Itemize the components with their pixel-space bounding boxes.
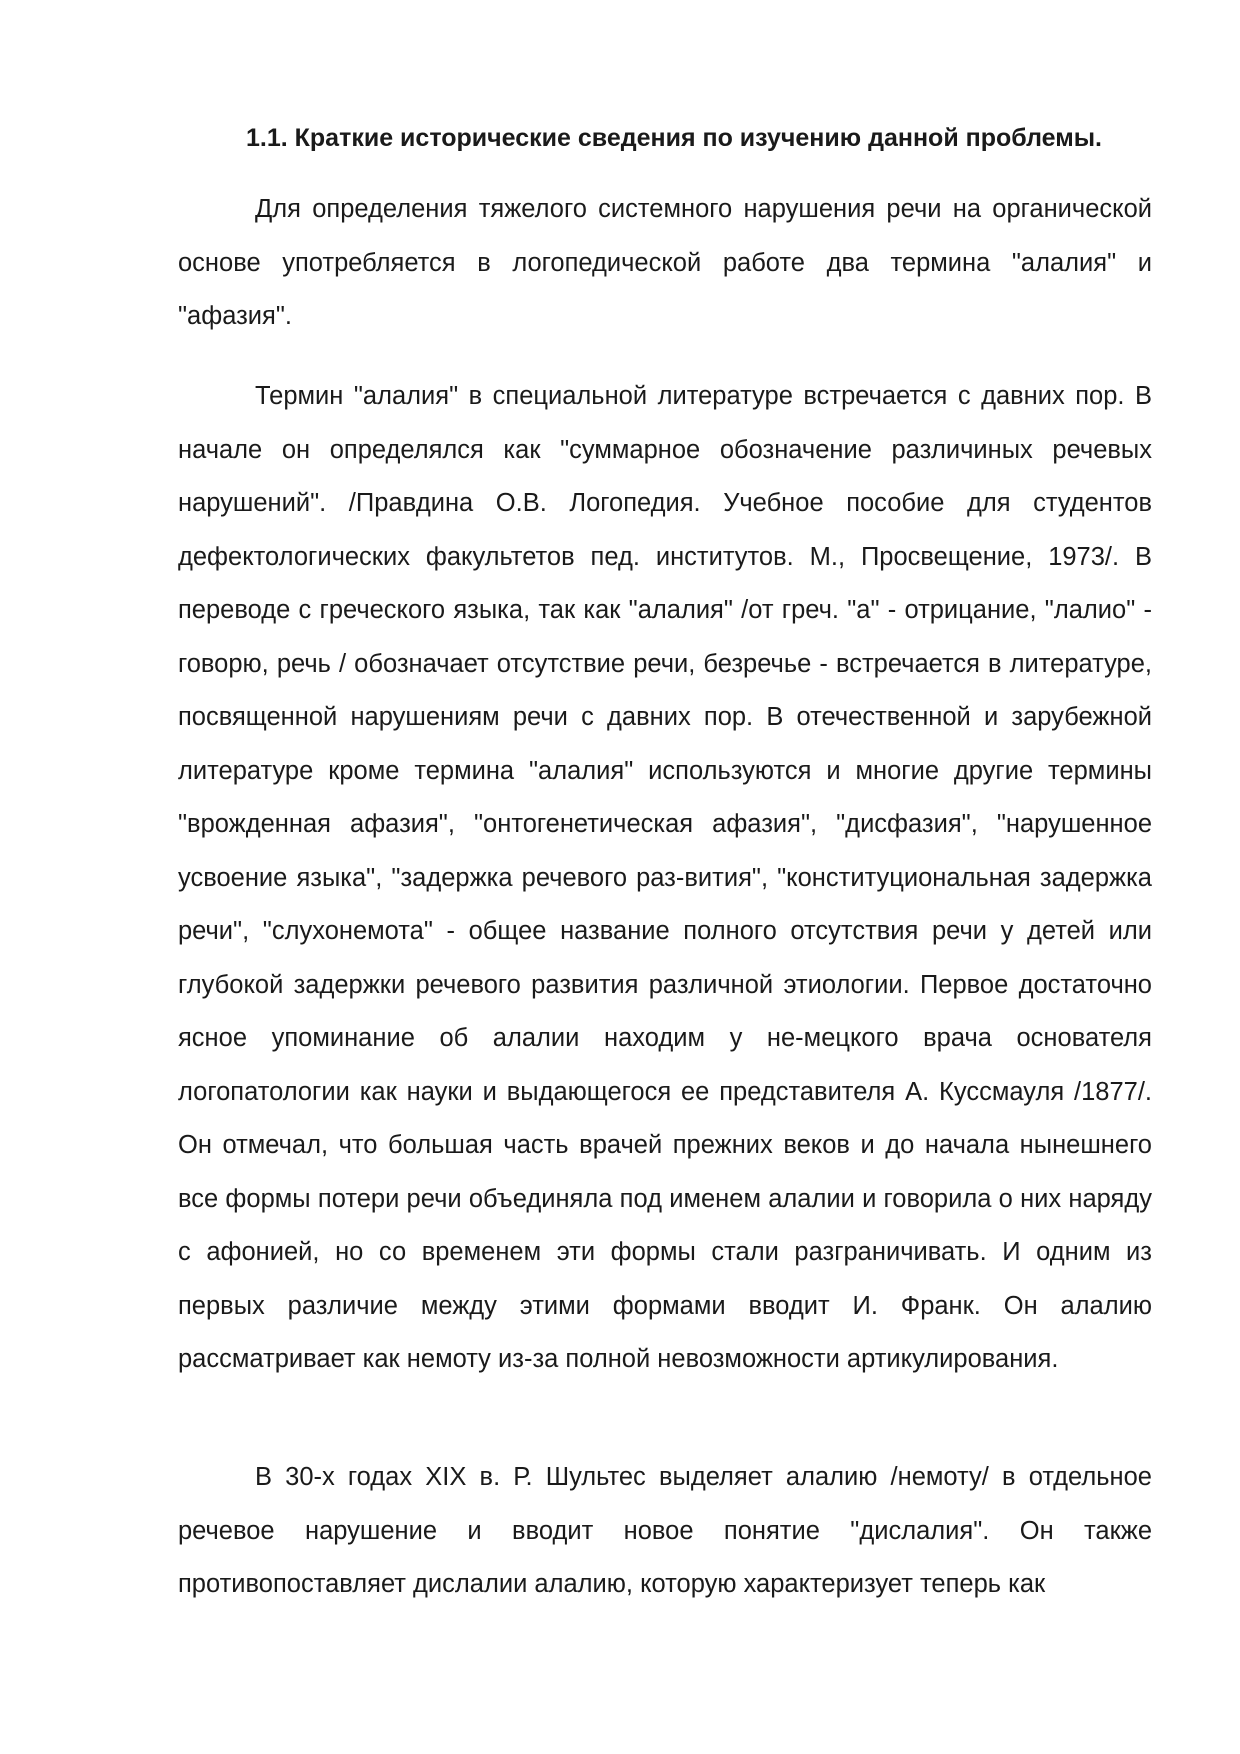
paragraph-intro: Для определения тяжелого системного нарушения речи на органической основе употребляется в логопедической работе два термина "алалия" и "афазия". xyxy=(178,195,1152,330)
paragraph-alalia-history: Термин "алалия" в специальной литературе встречается с давних пор. В начале он определялся как "суммарное обозначение различиных речевых нарушений". /Правдина О.В. Логопедия. Учебное пособие для студентов дефектологических факультетов пед. институтов. М., Просвещение, 1973/. В переводе с греческого языка, так как "алалия" /от греч. "а" - отрицание, "лалио" - говорю, речь / обозначает отсутствие речи, безречье - встречается в литературе, посвященной нарушениям речи с давних пор. В отечественной и зарубежной литературе кроме термина "алалия" используются и многие другие термины "врожденная афазия", "онтогенетическая афазия", "дисфазия", "нарушенное усвоение языка", "задержка речевого раз-вития", "конституциональная задержка речи", "слухонемота" - общее название полного отсутствия речи у детей или глубокой задержки речевого развития различной этиологии. Первое достаточно ясное упоминание об алалии находим у не-мецкого врача основателя логопатологии как науки и выдающегося ее представителя А. Куссмауля /1877/. Он отмечал, что большая часть врачей прежних веков и до начала нынешнего все формы потери речи объединяла под именем алалии и говорила о них наряду с афонией, но со временем эти формы стали разграничивать. И одним из первых различие между этими формами вводит И. Франк. Он алалию рассматривает как немоту из-за полной невозможности артикулирования. xyxy=(178,382,1152,1373)
paragraph-schultes: В 30-х годах XIX в. Р. Шультес выделяет алалию /немоту/ в отдельное речевое нарушение и вводит новое понятие "дислалия". Он также противопоставляет дислалии алалию, которую характеризует теперь как xyxy=(178,1463,1152,1598)
section-heading: 1.1. Краткие исторические сведения по изучению данной проблемы. xyxy=(246,124,1103,152)
